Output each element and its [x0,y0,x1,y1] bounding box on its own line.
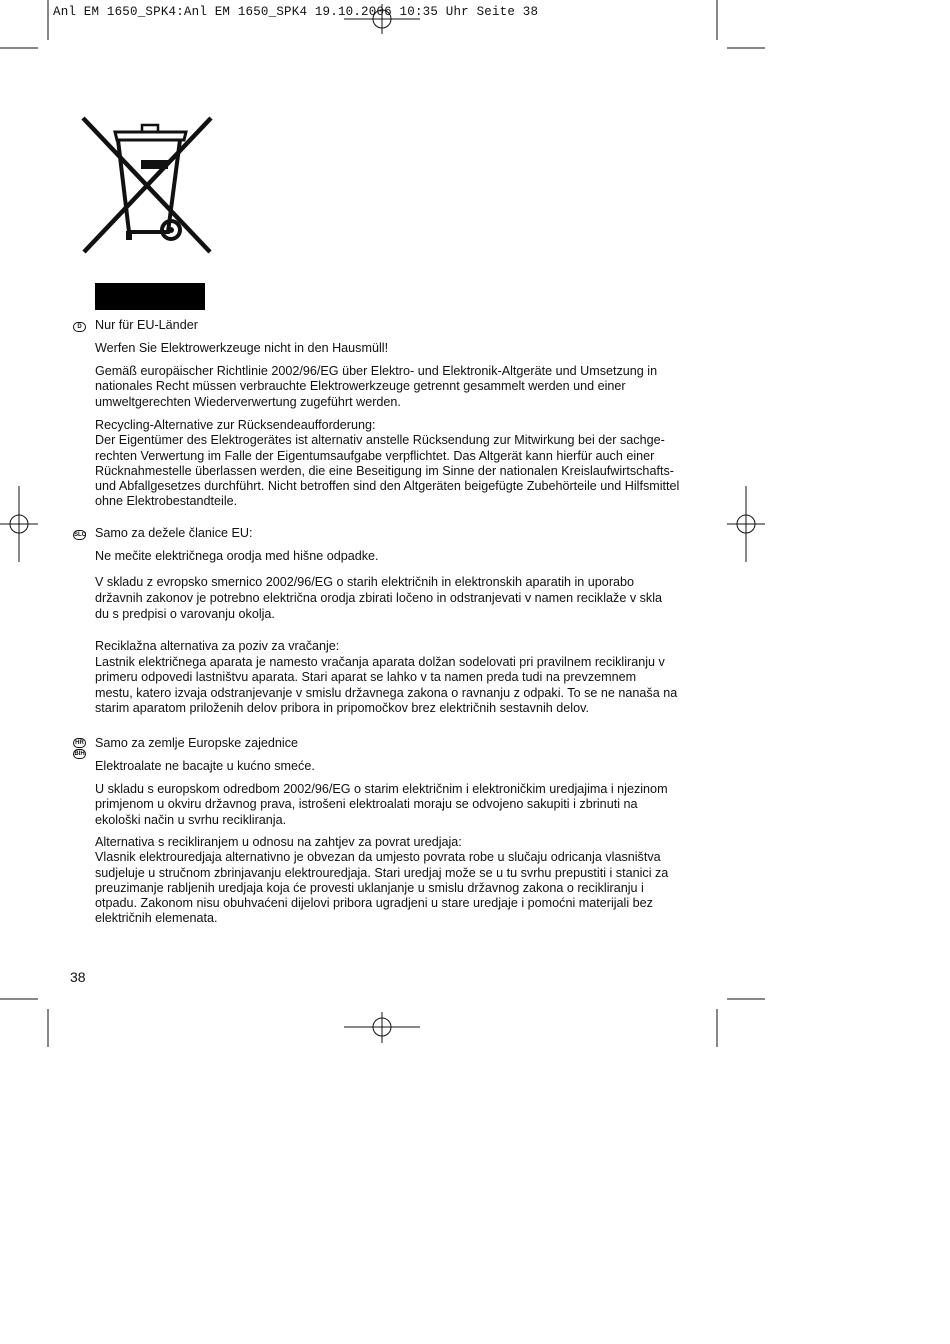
section-d-directive-paragraph: Gemäß europäischer Richtlinie 2002/96/EG über Elektro- und Elektronik-Altgeräte und Umsetzung in nationales Recht müssen verbrauchte Elektrowerkzeuge getrennt gesammelt werden und einer umweltgerechten Wiederverwertung zugeführt werden. [95,364,658,409]
black-label-bar [95,283,205,310]
section-hr-directive-paragraph: U skladu s europskom odredbom 2002/96/EG o starim električnim i elektroničkim uredjajima i njezinom primjenom u okviru državnog prava, istrošeni elektroalati moraju se odvojeno sakupiti i zbrinuti na ekološki način u svrhu recikliranja. [95,782,668,827]
section-slo-directive-paragraph: V skladu z evropsko smernico 2002/96/EG o starih električnih in elektronskih aparatih in uporabo državnih zakonov je potrebno električna orodja zbirati ločeno in odstranjevati v namen reciklaže v skla du s predpisi o varovanju okolja. [95,575,663,621]
section-hr-warning: Elektroalate ne bacajte u kućno smeće. [95,759,315,773]
section-d-recycling-paragraph: Recycling-Alternative zur Rücksendeaufforderung: Der Eigentümer des Elektrogerätes ist alternativ anstelle Rücksendung zur Mitwirkung bei der sachge- rechten Verwertung im Falle der Eigentumsaufgabe verpflichtet. Das Altgerät kann hierfür auch einer Rücknahmestelle überlassen werden, die eine Beseitigung im Sinne der nationalen Kreislaufwirtschafts- und Abfallgesetzes durchführt. Nicht betroffen sind den Altgeräten beigefügte Zubehörteile und Hilfsmittel ohne Elektrobestandteile. [95,418,680,509]
country-badge-bih: BIH [74,751,85,757]
country-badge-hr: HR [73,738,86,748]
crossed-out-bin-icon [80,114,215,256]
section-d-title: Nur für EU-Länder [95,318,198,332]
section-slo-title: Samo za dežele članice EU: [95,526,253,540]
page-number: 38 [70,969,86,985]
section-hr-title: Samo za zemlje Europske zajednice [95,736,299,750]
country-badge-d: D [73,322,86,332]
section-slo-recycling-paragraph: Reciklažna alternativa za poziv za vračanje: Lastnik električnega aparata je namesto vračanja aparata dolžan sodelovati pri pravilnem recikliranju v primeru odpovedi lastništvu aparata. Stari aparat se lahko v ta namen preda tudi na prevzemnem mestu, katero izvaja odstranjevanje v smislu državnega zakona o ravnanju z odpaki. To se ne nanaša na starim aparatom priloženih delov pribora in pripomočkov brez električnih sestavnih delov. [95,639,678,716]
country-badge-slo: SLO [74,532,87,538]
section-d-warning: Werfen Sie Elektrowerkzeuge nicht in den Hausmüll! [95,341,389,355]
section-slo-warning: Ne mečite električnega orodja med hišne odpadke. [95,549,379,563]
print-slug: Anl EM 1650_SPK4:Anl EM 1650_SPK4 19.10.2006 10:35 Uhr Seite 38 [53,5,539,19]
section-hr-recycling-paragraph: Alternativa s recikliranjem u odnosu na zahtjev za povrat uredjaja: Vlasnik elektrouredjaja alternativno je obvezan da umjesto povrata robe u slučaju odricanja vlasništva sudjeluje u stručnom zbrinjavanju elektrouredjaja. Stari uredjaj može se u tu svrhu prepustiti i stanici za preuzimanje rabljenih uredjaja koja će provesti uklanjanje u smislu državnog zakona o recikliranju i otpadu. Zakonom nisu obuhvaćeni dijelovi pribora ugradjeni u stare uredjaje i pomoćni materijali bez električnih elemenata. [95,835,669,926]
